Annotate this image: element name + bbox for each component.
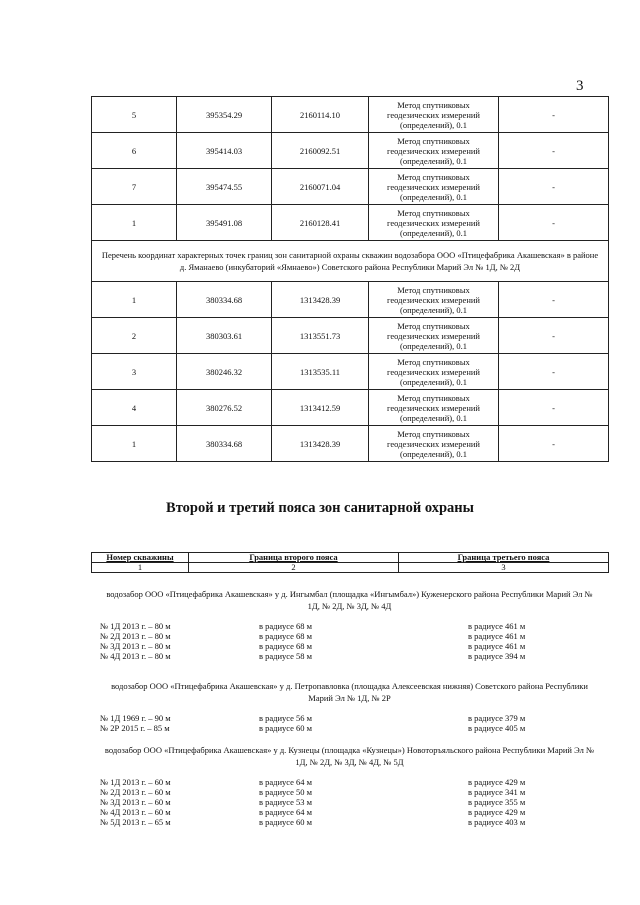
coord-row	[92, 390, 609, 426]
well-row	[91, 797, 608, 807]
water-intake-group	[91, 744, 608, 827]
error-cell: -	[499, 282, 609, 318]
col-number-1: 1	[92, 563, 189, 573]
third-zone-radius: в радиусе 461 м	[468, 621, 526, 631]
method-cell: Метод спутниковых геодезических измерений (определений), 0.1	[369, 390, 499, 426]
col-number-3: 3	[399, 563, 609, 573]
method-cell: Метод спутниковых геодезических измерений (определений), 0.1	[369, 354, 499, 390]
well-row	[91, 651, 608, 661]
header-third-zone: Граница третьего пояса	[399, 553, 609, 563]
coord-x: 395414.03	[177, 133, 272, 169]
second-zone-radius: в радиусе 68 м	[259, 641, 313, 651]
second-zone-radius: в радиусе 58 м	[259, 651, 313, 661]
error-cell: -	[499, 318, 609, 354]
error-cell: -	[499, 169, 609, 205]
well-row	[91, 621, 608, 631]
coord-y: 2160128.41	[272, 205, 369, 241]
well-info: № 1Д 1969 г. – 90 м	[100, 713, 171, 723]
well-info: № 2Д 2013 г. – 60 м	[100, 787, 171, 797]
coord-x: 395354.29	[177, 97, 272, 133]
error-cell: -	[499, 426, 609, 462]
well-info: № 1Д 2013 г. – 60 м	[100, 777, 171, 787]
coord-row	[92, 205, 609, 241]
section-header: Перечень координат характерных точек границ зон санитарной охраны скважин водозабора ООО «Птицефабрика Акашевская» в районе д. Яманаево (инкубаторий «Ямнаево») Советского района Республики Марий Эл № 1Д, № 2Д	[92, 241, 609, 282]
water-intake-group	[91, 588, 608, 661]
section-title: Второй и третий пояса зон санитарной охраны	[166, 500, 474, 516]
method-cell: Метод спутниковых геодезических измерений (определений), 0.1	[369, 133, 499, 169]
coord-row	[92, 169, 609, 205]
well-row	[91, 631, 608, 641]
group-heading: водозабор ООО «Птицефабрика Акашевская» у д. Ингымбал (площадка «Ингымбал») Куженерского района Республики Марий Эл № 1Д, № 2Д, № 3Д, № 4Д	[106, 589, 593, 611]
third-zone-radius: в радиусе 379 м	[468, 713, 526, 723]
error-cell: -	[499, 354, 609, 390]
coord-row	[92, 97, 609, 133]
well-row	[91, 713, 608, 723]
coord-x: 395491.08	[177, 205, 272, 241]
point-number: 1	[92, 426, 177, 462]
well-info: № 4Д 2013 г. – 60 м	[100, 807, 171, 817]
second-zone-radius: в радиусе 68 м	[259, 621, 313, 631]
coord-x: 395474.55	[177, 169, 272, 205]
page-number: 3	[576, 78, 584, 94]
method-cell: Метод спутниковых геодезических измерений (определений), 0.1	[369, 282, 499, 318]
coord-row	[92, 133, 609, 169]
group-heading: водозабор ООО «Птицефабрика Акашевская» у д. Петропавловка (площадка Алексеевская нижняя) Советского района Республики Марий Эл № 1Д, № 2Р	[111, 681, 588, 703]
coord-x: 380246.32	[177, 354, 272, 390]
coord-x: 380276.52	[177, 390, 272, 426]
third-zone-radius: в радиусе 405 м	[468, 723, 526, 733]
point-number: 6	[92, 133, 177, 169]
third-zone-radius: в радиусе 403 м	[468, 817, 526, 827]
method-cell: Метод спутниковых геодезических измерений (определений), 0.1	[369, 426, 499, 462]
error-cell: -	[499, 133, 609, 169]
coord-y: 2160114.10	[272, 97, 369, 133]
point-number: 5	[92, 97, 177, 133]
well-row	[91, 817, 608, 827]
coord-row	[92, 282, 609, 318]
second-zone-radius: в радиусе 64 м	[259, 807, 313, 817]
third-zone-radius: в радиусе 429 м	[468, 777, 526, 787]
coord-row	[92, 354, 609, 390]
method-cell: Метод спутниковых геодезических измерений (определений), 0.1	[369, 318, 499, 354]
well-info: № 2Д 2013 г. – 80 м	[100, 631, 171, 641]
third-zone-radius: в радиусе 341 м	[468, 787, 526, 797]
third-zone-radius: в радиусе 429 м	[468, 807, 526, 817]
coord-y: 1313551.73	[272, 318, 369, 354]
coord-y: 1313535.11	[272, 354, 369, 390]
well-row	[91, 641, 608, 651]
method-cell: Метод спутниковых геодезических измерений (определений), 0.1	[369, 169, 499, 205]
third-zone-radius: в радиусе 394 м	[468, 651, 526, 661]
well-info: № 4Д 2013 г. – 80 м	[100, 651, 171, 661]
point-number: 4	[92, 390, 177, 426]
coord-y: 1313428.39	[272, 426, 369, 462]
well-row	[91, 807, 608, 817]
second-zone-radius: в радиусе 53 м	[259, 797, 313, 807]
coord-x: 380303.61	[177, 318, 272, 354]
well-info: № 3Д 2013 г. – 60 м	[100, 797, 171, 807]
second-zone-radius: в радиусе 64 м	[259, 777, 313, 787]
method-cell: Метод спутниковых геодезических измерений (определений), 0.1	[369, 97, 499, 133]
third-zone-radius: в радиусе 355 м	[468, 797, 526, 807]
error-cell: -	[499, 390, 609, 426]
second-zone-radius: в радиусе 60 м	[259, 817, 313, 827]
well-row	[91, 723, 608, 733]
point-number: 2	[92, 318, 177, 354]
coord-row	[92, 426, 609, 462]
coord-y: 1313428.39	[272, 282, 369, 318]
well-info: № 1Д 2013 г. – 80 м	[100, 621, 171, 631]
section-header-row	[92, 241, 609, 282]
coord-x: 380334.68	[177, 426, 272, 462]
method-cell: Метод спутниковых геодезических измерений (определений), 0.1	[369, 205, 499, 241]
point-number: 1	[92, 282, 177, 318]
well-info: № 3Д 2013 г. – 80 м	[100, 641, 171, 651]
header-second-zone: Граница второго пояса	[189, 553, 399, 563]
coord-y: 2160092.51	[272, 133, 369, 169]
coord-y: 1313412.59	[272, 390, 369, 426]
col-number-2: 2	[189, 563, 399, 573]
group-heading: водозабор ООО «Птицефабрика Акашевская» у д. Кузнецы (площадка «Кузнецы») Новоторъяльского района Республики Марий Эл № 1Д, № 2Д, № 3Д, № 4Д, № 5Д	[104, 745, 595, 767]
well-row	[91, 787, 608, 797]
water-intake-group	[91, 680, 608, 733]
second-zone-radius: в радиусе 50 м	[259, 787, 313, 797]
coord-x: 380334.68	[177, 282, 272, 318]
error-cell: -	[499, 97, 609, 133]
well-info: № 2Р 2015 г. – 85 м	[100, 723, 170, 733]
coord-row	[92, 318, 609, 354]
point-number: 3	[92, 354, 177, 390]
point-number: 7	[92, 169, 177, 205]
zones-table	[91, 552, 609, 573]
error-cell: -	[499, 205, 609, 241]
coord-y: 2160071.04	[272, 169, 369, 205]
header-well-number: Номер скважины	[92, 553, 189, 563]
point-number: 1	[92, 205, 177, 241]
second-zone-radius: в радиусе 68 м	[259, 631, 313, 641]
third-zone-radius: в радиусе 461 м	[468, 631, 526, 641]
second-zone-radius: в радиусе 56 м	[259, 713, 313, 723]
second-zone-radius: в радиусе 60 м	[259, 723, 313, 733]
third-zone-radius: в радиусе 461 м	[468, 641, 526, 651]
well-info: № 5Д 2013 г. – 65 м	[100, 817, 171, 827]
well-row	[91, 777, 608, 787]
coordinates-table	[91, 96, 609, 462]
